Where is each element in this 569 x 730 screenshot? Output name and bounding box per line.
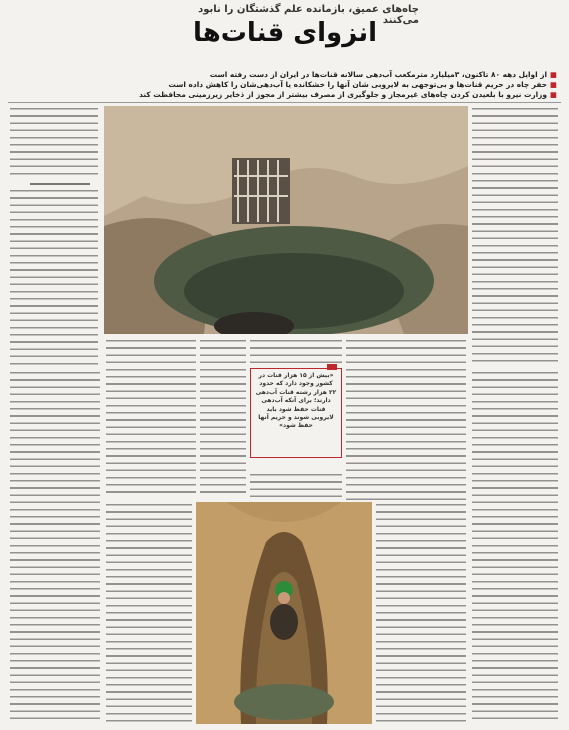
header-divider	[8, 102, 561, 103]
body-text-column	[472, 108, 558, 366]
body-text-column	[10, 108, 98, 178]
pull-quote-text: «بیش از ۱۵ هزار قنات در کشور وجود دارد که حدود ۲۲ هزار رشته قنات آب‌دهی دارند؛ برای آنکه آب‌دهی قنات حفظ شود باید لایروبی شوند و حریم آنها حفظ شود»	[255, 372, 337, 430]
body-text-column	[250, 474, 342, 498]
lead-line: ■حفر چاه در حریم قنات‌ها و بی‌توجهی به لایروبی شان آنها را خشکانده یا آب‌دهی‌شان را کاهش داده است	[168, 80, 557, 89]
article-headline: انزوای قنات‌ها	[192, 18, 378, 48]
qanat-tunnel-photo	[196, 502, 372, 724]
body-text-column	[106, 340, 196, 498]
qanat-well-photo	[104, 106, 468, 334]
body-text-column	[106, 504, 192, 722]
bullet-icon: ■	[550, 80, 557, 89]
body-text-column	[472, 372, 558, 722]
quote-marker	[327, 364, 337, 370]
qanat-well-image	[104, 106, 468, 334]
lead-summary	[14, 70, 557, 100]
body-text-column	[10, 190, 98, 366]
body-text-column	[200, 340, 246, 498]
bullet-icon: ■	[550, 70, 557, 79]
lead-line: ■وزارت نیرو با بلعیدن کردن چاه‌های غیرمجاز و جلوگیری از مصرف بیشتر از مجوز از ذخایر زیرزمینی محافظت کند	[139, 90, 557, 99]
body-text-column	[346, 340, 466, 500]
lead-line: ■از اوایل دهه ۸۰ تاکنون، ۳میلیارد مترمکعب آب‌دهی سالانه قنات‌ها در ایران از دست رفته است	[209, 70, 557, 79]
body-text-column	[250, 340, 342, 364]
bullet-icon: ■	[550, 90, 557, 99]
subheading-marker	[30, 183, 90, 185]
body-text-column	[376, 504, 466, 722]
tunnel-worker-image	[196, 502, 372, 724]
body-text-column	[10, 372, 100, 722]
pull-quote-box	[250, 368, 342, 458]
article-kicker: چاه‌های عمیق، بازمانده علم گذشتگان را نابود می‌کنند	[198, 4, 419, 26]
